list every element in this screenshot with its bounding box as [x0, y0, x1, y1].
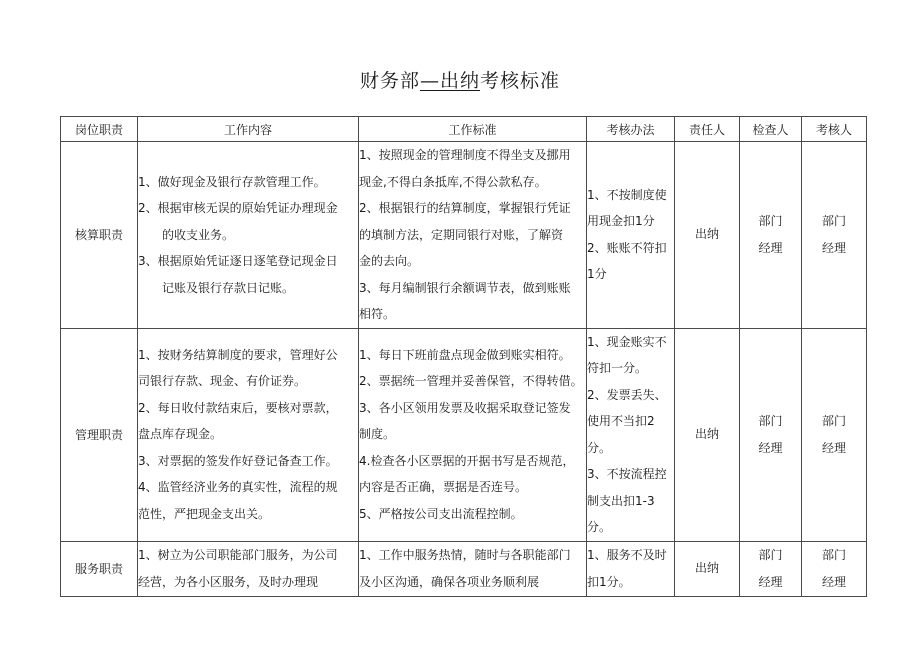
text-line: 1、按照现金的管理制度不得坐支及挪用: [359, 148, 571, 162]
title-prefix: 财务部: [359, 70, 420, 92]
text-line: 部门: [821, 413, 846, 428]
text-line: 2、发票丢失、: [587, 387, 667, 402]
title-suffix: 考核标准: [480, 70, 561, 92]
assessment-table: [60, 116, 867, 597]
text-line: 2、票据统一管理并妥善保管，不得转借。: [359, 374, 583, 389]
text-line: 范性，严把现金支出关。: [138, 506, 271, 521]
text-line: 内容是否正确，票据是否连号。: [359, 480, 528, 495]
work-standard-cell: [359, 541, 587, 596]
method-cell: [587, 142, 675, 329]
text-line: 2、账账不符扣: [587, 240, 667, 255]
assessor-cell: [802, 328, 867, 541]
text-line: 2、每日收付款结束后，要核对票款，: [138, 400, 338, 415]
text-line: 经理: [821, 440, 846, 455]
table-row: [61, 541, 867, 596]
text-line: 记账及银行存款日记账。: [162, 280, 295, 295]
responsible-cell: 出纳: [675, 142, 740, 329]
header-cell-role: 岗位职责: [61, 117, 138, 142]
text-line: 符扣一分。: [587, 361, 648, 375]
text-line: 用现金扣1分: [587, 214, 655, 229]
row-label: 服务职责: [61, 541, 138, 596]
text-line: 1、服务不及时: [587, 548, 667, 562]
table-row: [61, 328, 867, 541]
work-content-cell: [138, 541, 359, 596]
text-line: 部门: [758, 547, 783, 562]
text-line: 部门: [758, 213, 783, 228]
text-line: 经理: [821, 574, 846, 589]
work-standard-cell: [359, 328, 587, 541]
text-line: 3、对票据的签发作好登记备查工作。: [138, 453, 338, 468]
text-line: 部门: [821, 213, 846, 228]
text-line: 3、每月编制银行余额调节表，做到账账: [359, 280, 571, 295]
text-line: 1、每日下班前盘点现金做到账实相符。: [359, 347, 571, 362]
text-line: 2、根据审核无误的原始凭证办理现金: [138, 201, 338, 215]
header-cell-inspector: 检查人: [740, 117, 802, 142]
text-line: 1、不按制度使: [587, 187, 667, 202]
text-line: 1、现金账实不: [587, 334, 667, 349]
text-line: 4.检查各小区票据的开据书写是否规范，: [359, 453, 575, 468]
work-standard-cell: [359, 142, 587, 329]
text-line: 1分: [587, 267, 607, 282]
text-line: 部门: [821, 547, 846, 562]
method-cell: [587, 541, 675, 596]
text-line: 盘点库存现金。: [138, 427, 223, 442]
text-line: 经营，为各小区服务，及时办理现: [138, 574, 319, 589]
header-cell-content: 工作内容: [138, 117, 359, 142]
text-line: 2、根据银行的结算制度，掌握银行凭证: [359, 201, 571, 215]
text-line: 的填制方法，定期同银行对账，了解资: [359, 227, 564, 242]
header-cell-assessor: 考核人: [802, 117, 867, 142]
responsible-cell: 出纳: [675, 541, 740, 596]
text-line: 分。: [587, 520, 612, 534]
text-line: 部门: [758, 413, 783, 428]
text-line: 1、工作中服务热情，随时与各职能部门: [359, 548, 571, 562]
text-line: 4、监管经济业务的真实性，流程的规: [138, 480, 338, 495]
text-line: 经理: [821, 240, 846, 255]
text-line: 相符。: [359, 307, 396, 321]
page-title: [0, 66, 920, 93]
responsible-cell: 出纳: [675, 328, 740, 541]
text-line: 金的去向。: [359, 254, 420, 268]
header-cell-standard: 工作标准: [359, 117, 587, 142]
text-line: 使用不当扣2: [587, 414, 655, 428]
inspector-cell: [740, 328, 802, 541]
text-line: 扣1分。: [587, 574, 631, 589]
header-row: [61, 117, 867, 142]
text-line: 3、根据原始凭证逐日逐笔登记现金日: [138, 254, 338, 268]
text-line: 司银行存款、现金、有价证券。: [138, 374, 307, 389]
text-line: 制度。: [359, 427, 396, 442]
text-line: 制支出扣1-3: [587, 493, 655, 508]
text-line: 经理: [758, 240, 783, 255]
text-line: 3、各小区领用发票及收据采取登记签发: [359, 400, 571, 415]
inspector-cell: [740, 142, 802, 329]
work-content-cell: [138, 142, 359, 329]
method-cell: [587, 328, 675, 541]
work-content-cell: [138, 328, 359, 541]
assessor-cell: [802, 142, 867, 329]
row-label: 核算职责: [61, 142, 138, 329]
text-line: 的收支业务。: [162, 227, 235, 242]
text-line: 现金,不得白条抵库,不得公款私存。: [359, 174, 547, 189]
text-line: 经理: [758, 440, 783, 455]
row-label: 管理职责: [61, 328, 138, 541]
header-cell-responsible: 责任人: [675, 117, 740, 142]
text-line: 5、严格按公司支出流程控制。: [359, 506, 523, 521]
table-row: [61, 142, 867, 329]
text-line: 1、按财务结算制度的要求，管理好公: [138, 347, 338, 362]
title-underlined: —出纳: [419, 70, 480, 92]
text-line: 经理: [758, 574, 783, 589]
text-line: 1、做好现金及银行存款管理工作。: [138, 174, 326, 189]
text-line: 及小区沟通，确保各项业务顺利展: [359, 574, 540, 589]
text-line: 1、树立为公司职能部门服务，为公司: [138, 548, 338, 562]
inspector-cell: [740, 541, 802, 596]
text-line: 分。: [587, 440, 612, 455]
text-line: 3、不按流程控: [587, 467, 667, 481]
header-cell-method: 考核办法: [587, 117, 675, 142]
assessor-cell: [802, 541, 867, 596]
